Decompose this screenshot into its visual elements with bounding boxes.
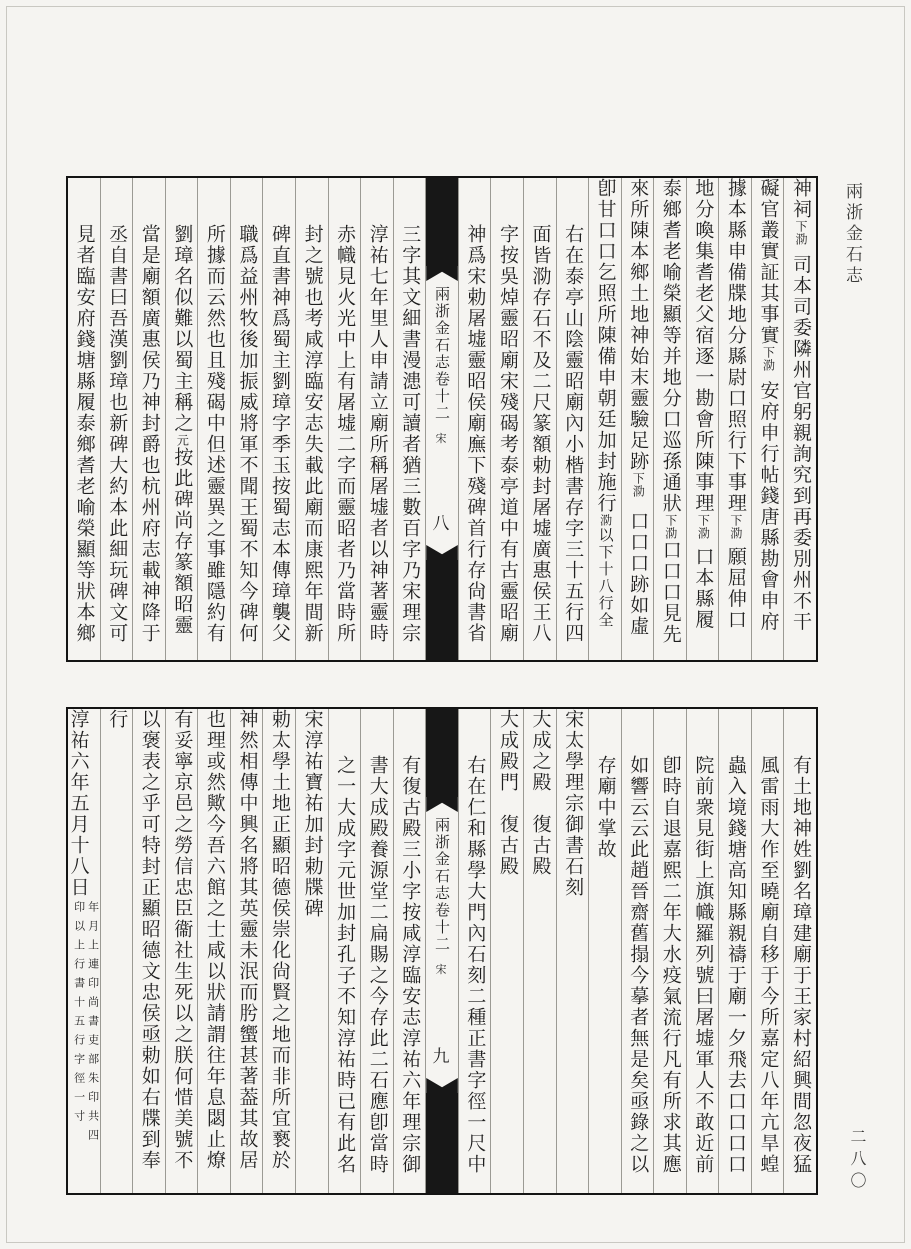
text-column xyxy=(523,178,556,660)
text-column xyxy=(686,178,719,660)
text-column xyxy=(68,178,100,660)
column-text: 也理或然歟今吾六館之士咸以狀請謂往年息閟止燎 xyxy=(203,709,226,1171)
column-text: 淳祐六年五月十八日 xyxy=(68,709,90,898)
text-block-bottom xyxy=(66,707,818,1195)
column-text: 三字其文細書漫漶可讀者猶三數百字乃宋理宗 xyxy=(399,224,422,644)
column-text: 大成之殿 xyxy=(529,709,552,793)
column-text: 行 xyxy=(106,709,129,730)
column-text: 神然相傳中興名將其英靈未泯而肹蠁甚著葢其故居 xyxy=(236,709,259,1171)
column-text: 地分喚集耆老父宿逐一勘會所陳事理 xyxy=(692,178,715,514)
spine-dynasty-note: 宋 xyxy=(435,432,449,445)
column-text: 字按吳焯靈昭廟宋殘碣考泰亭道中有古靈昭廟 xyxy=(496,224,519,644)
column-text: 宋太學理宗御書石刻 xyxy=(562,709,585,898)
text-column xyxy=(751,709,784,1193)
column-text: 安府申行帖錢唐縣勘會申府 xyxy=(757,380,780,633)
text-column xyxy=(328,709,361,1193)
column-text: 右在仁和縣學大門內石刻二種正書字徑一尺中 xyxy=(464,755,487,1175)
small-note-text: 元 xyxy=(175,434,190,447)
column-text: 存廟中掌故 xyxy=(594,755,617,860)
column-text: 淳祐七年里人申請立廟所稱屠墟者以神著靈時 xyxy=(366,224,389,644)
text-column xyxy=(230,178,263,660)
small-note-text: 泐 xyxy=(598,514,613,527)
column-text: 口口口見先 xyxy=(659,540,682,645)
text-column xyxy=(100,709,133,1193)
small-note-text: 下泐 xyxy=(663,514,678,540)
text-column xyxy=(262,178,295,660)
text-column xyxy=(458,709,491,1193)
small-note-text: 以下十八行全 xyxy=(596,527,615,629)
column-gap xyxy=(507,793,508,814)
column-text: 據本縣申備牒地分縣尉口照行下事理 xyxy=(724,178,747,514)
column-text: 卽甘口口乞照所陳備申朝廷加封施行 xyxy=(594,178,617,514)
text-column xyxy=(588,709,621,1193)
text-column xyxy=(621,709,654,1193)
spine-dynasty-note: 宋 xyxy=(435,963,449,976)
column-text: 職爲益州牧後加振威將軍不聞王蜀不知今碑何 xyxy=(236,224,259,644)
spine-title: 兩浙金石志卷十二 xyxy=(433,817,452,953)
column-text: 蟲入境錢塘高知縣親禱于廟一夕飛去口口口口 xyxy=(724,755,747,1175)
text-column xyxy=(686,709,719,1193)
column-gap xyxy=(638,498,639,511)
spine-black-bar-top xyxy=(426,709,458,797)
column-text: 復古殿 xyxy=(496,814,519,877)
column-text: 封之號也考咸淳臨安志失載此廟而康熙年間新 xyxy=(301,224,324,644)
interlinear-double-note xyxy=(72,901,100,1166)
spine-column xyxy=(425,709,458,1193)
column-text: 有土地神姓劉名璋建廟于王家村紹興間忽夜猛 xyxy=(790,755,812,1175)
text-column xyxy=(556,709,589,1193)
text-column xyxy=(230,709,263,1193)
column-text: 復古殿 xyxy=(529,814,552,877)
text-column xyxy=(718,709,751,1193)
spine-title: 兩浙金石志卷十二 xyxy=(433,286,452,422)
column-text: 以褒表之乎可特封正顯昭德文忠侯亟勅如右牒到奉 xyxy=(138,709,161,1171)
interlinear-note-right: 年月上連印尚書吏部朱印共四 xyxy=(86,901,100,1148)
text-column xyxy=(295,178,328,660)
spine-black-bar-bottom xyxy=(426,1093,458,1193)
columns-container-top xyxy=(68,178,816,660)
column-text: 有妥寧京邑之勞信忠臣衞社生死以之朕何惜美號不 xyxy=(171,709,194,1171)
text-column xyxy=(621,178,654,660)
column-text: 神爲宋勅屠墟靈昭侯廟廡下殘碑首行存尙書省 xyxy=(464,224,487,644)
small-note-text: 下泐 xyxy=(761,346,776,372)
text-column xyxy=(556,178,589,660)
column-text: 右在泰亭山陰靈昭廟內小楷書存字三十五行四 xyxy=(562,224,585,644)
column-text: 碑直書神爲蜀主劉璋字季玉按蜀志本傳璋襲父 xyxy=(269,224,291,644)
column-text: 見者臨安府錢塘縣履泰鄉耆老喻榮顯等狀本鄉 xyxy=(73,224,96,644)
small-note-text: 下泐 xyxy=(794,220,808,246)
spine-black-bar-bottom xyxy=(426,560,458,660)
text-column xyxy=(132,178,165,660)
text-column xyxy=(165,178,198,660)
text-column xyxy=(523,709,556,1193)
text-column xyxy=(328,178,361,660)
column-text: 面皆泐存石不及二尺篆額勅封屠墟廣惠侯王八 xyxy=(529,224,552,644)
text-column xyxy=(490,178,523,660)
small-note-text: 下泐 xyxy=(728,514,743,540)
text-column xyxy=(588,178,621,660)
text-column xyxy=(393,709,426,1193)
text-column xyxy=(458,178,491,660)
text-column xyxy=(197,178,230,660)
text-column xyxy=(653,178,686,660)
column-text: 劉璋名似難以蜀主稱之 xyxy=(171,224,194,434)
column-text: 有復古殿三小字按咸淳臨安志淳祐六年理宗御 xyxy=(399,755,422,1175)
column-text: 礙官叢實証其事實 xyxy=(757,178,780,346)
text-column xyxy=(718,178,751,660)
column-text: 來所陳本鄉土地神始末靈驗足跡 xyxy=(627,178,650,472)
column-text: 院前衆見街上旗幟羅列號曰屠墟軍人不敢近前 xyxy=(692,755,715,1175)
column-text: 赤幟見火光中上有屠墟二字而靈昭者乃當時所 xyxy=(334,224,357,644)
column-text: 之一大成字元世加封孔子不知淳祐時已有此名 xyxy=(334,755,357,1175)
text-column xyxy=(783,178,816,660)
text-column xyxy=(783,709,816,1193)
text-block-top xyxy=(66,176,818,662)
column-text: 泰鄉耆老喻榮顯等并地分口巡孫通狀 xyxy=(659,178,682,514)
spine-black-bar-top xyxy=(426,178,458,266)
spine-folio-number: 九 xyxy=(432,1047,452,1067)
interlinear-note-left: 印以上行書十五行字徑一寸 xyxy=(72,901,86,1129)
text-column xyxy=(295,709,328,1193)
text-column xyxy=(653,709,686,1193)
column-text: 口口口跡如虛 xyxy=(627,510,650,637)
columns-container-bottom xyxy=(68,709,816,1193)
text-column xyxy=(165,709,198,1193)
column-text: 宋淳祐寶祐加封勅牒碑 xyxy=(301,709,324,919)
small-note-text: 下泐 xyxy=(696,514,711,540)
column-text: 口本縣履 xyxy=(692,546,715,631)
fishtail-mark-upper xyxy=(426,266,458,281)
margin-book-title: 兩浙金石志 xyxy=(842,182,862,287)
column-gap xyxy=(540,793,541,814)
spine-folio-number: 八 xyxy=(432,514,452,534)
column-text: 大成殿門 xyxy=(496,709,519,793)
fishtail-mark-upper xyxy=(426,797,458,812)
column-text: 書大成殿養源堂二扁賜之今存此二石應卽當時 xyxy=(366,755,389,1175)
text-column xyxy=(262,709,295,1193)
column-text: 如響云云此趙晉齋舊搨今摹者無是矣亟錄之以 xyxy=(627,755,650,1175)
column-text: 神祠 xyxy=(790,178,812,220)
margin-page-number: 二八〇 xyxy=(848,1128,867,1194)
column-text: 風雷雨大作至曉廟自移于今所嘉定八年亢旱蝗 xyxy=(757,755,780,1175)
column-text: 司本司委隣州官躬親詢究到再委別州不干 xyxy=(790,254,812,633)
fishtail-mark-lower xyxy=(426,1078,458,1093)
text-column xyxy=(393,178,426,660)
text-column xyxy=(68,709,100,1193)
text-column xyxy=(751,178,784,660)
text-column xyxy=(197,709,230,1193)
column-text: 卽時自退嘉熙二年大水疫氣流行凡有所求其應 xyxy=(659,755,682,1175)
text-column xyxy=(490,709,523,1193)
column-text: 所據而云然也且殘碣中但述靈異之事雖隱約有 xyxy=(203,224,226,644)
fishtail-mark-lower xyxy=(426,545,458,560)
text-column xyxy=(360,178,393,660)
spine-column xyxy=(425,178,458,660)
column-text: 當是廟額廣惠侯乃神封爵也杭州府志載神降于 xyxy=(138,224,161,644)
small-note-text: 下泐 xyxy=(631,472,646,498)
column-text: 勅太學土地正顯昭德侯崇化尙賢之地而非所宜䙝於 xyxy=(269,709,291,1171)
column-text: 按此碑尚存篆額昭靈 xyxy=(171,447,194,636)
text-column xyxy=(100,178,133,660)
column-text: 丞自書曰吾漢劉璋也新碑大約本此細玩碑文可 xyxy=(106,224,129,644)
text-column xyxy=(132,709,165,1193)
text-column xyxy=(360,709,393,1193)
column-text: 願屈伸口 xyxy=(724,546,747,631)
